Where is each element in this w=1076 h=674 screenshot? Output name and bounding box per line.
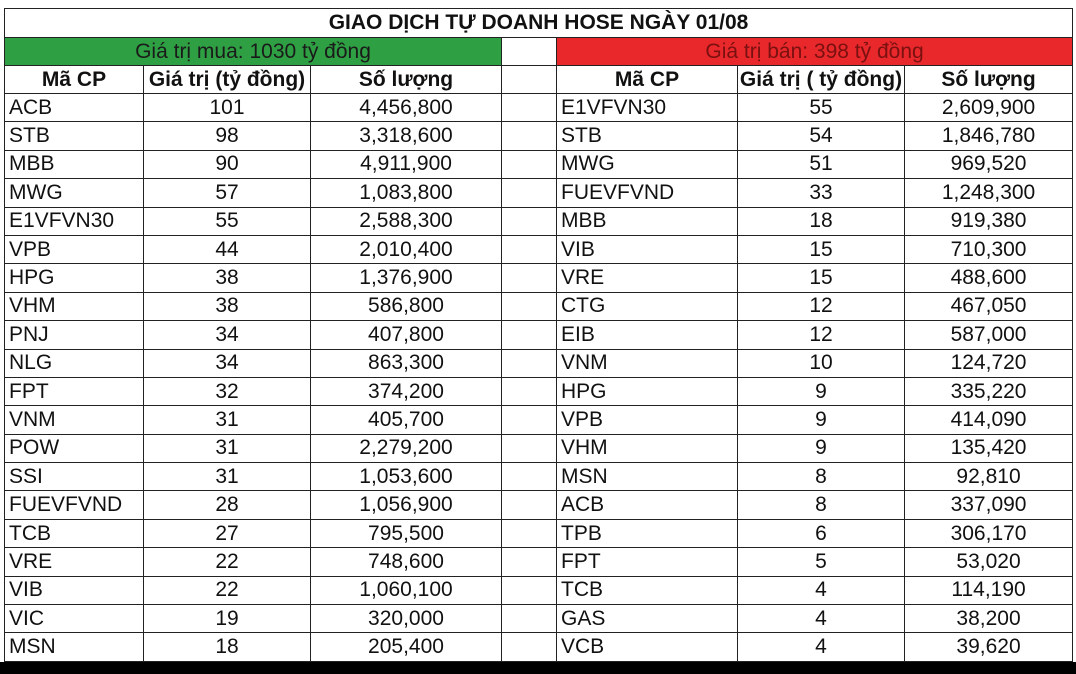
buy-qty-cell: 1,056,900 <box>311 491 502 519</box>
row-gap <box>502 292 557 320</box>
sell-qty-cell: 114,190 <box>905 576 1073 604</box>
sell-code-cell: VHM <box>557 434 738 462</box>
buy-qty-cell: 2,010,400 <box>311 235 502 263</box>
buy-code-cell: VIB <box>5 576 144 604</box>
buy-value-cell: 28 <box>144 491 311 519</box>
sell-summary: Giá trị bán: 398 tỷ đồng <box>557 38 1073 66</box>
sell-code-cell: VPB <box>557 406 738 434</box>
buy-code-cell: VNM <box>5 406 144 434</box>
table-row <box>5 605 1073 633</box>
sell-header-value: Giá trị ( tỷ đồng) <box>738 66 905 94</box>
row-gap <box>502 463 557 491</box>
buy-value-cell: 22 <box>144 548 311 576</box>
sell-value-cell: 4 <box>738 576 905 604</box>
table-row <box>5 349 1073 377</box>
sell-value-cell: 18 <box>738 207 905 235</box>
buy-summary: Giá trị mua: 1030 tỷ đồng <box>5 38 502 66</box>
sell-code-cell: VNM <box>557 349 738 377</box>
table-row <box>5 179 1073 207</box>
sell-code-cell: CTG <box>557 292 738 320</box>
buy-value-cell: 31 <box>144 406 311 434</box>
row-gap <box>502 349 557 377</box>
sell-value-cell: 55 <box>738 94 905 122</box>
sell-value-cell: 12 <box>738 292 905 320</box>
summary-row <box>5 38 1073 66</box>
table-row <box>5 207 1073 235</box>
sell-code-cell: TPB <box>557 519 738 547</box>
sell-value-cell: 12 <box>738 321 905 349</box>
table-row <box>5 122 1073 150</box>
sell-qty-cell: 38,200 <box>905 605 1073 633</box>
buy-code-cell: SSI <box>5 463 144 491</box>
buy-header-qty: Số lượng <box>311 66 502 94</box>
table-row <box>5 548 1073 576</box>
sell-qty-cell: 467,050 <box>905 292 1073 320</box>
row-gap <box>502 179 557 207</box>
table-row <box>5 377 1073 405</box>
sell-code-cell: FPT <box>557 548 738 576</box>
table-body <box>5 94 1073 662</box>
sell-value-cell: 54 <box>738 122 905 150</box>
buy-header-value: Giá trị (tỷ đồng) <box>144 66 311 94</box>
buy-value-cell: 22 <box>144 576 311 604</box>
table-row <box>5 633 1073 661</box>
summary-gap <box>502 38 557 66</box>
buy-qty-cell: 1,053,600 <box>311 463 502 491</box>
buy-code-cell: NLG <box>5 349 144 377</box>
sell-value-cell: 4 <box>738 605 905 633</box>
buy-qty-cell: 1,083,800 <box>311 179 502 207</box>
buy-value-cell: 98 <box>144 122 311 150</box>
buy-value-cell: 57 <box>144 179 311 207</box>
sell-code-cell: HPG <box>557 377 738 405</box>
row-gap <box>502 491 557 519</box>
row-gap <box>502 576 557 604</box>
buy-qty-cell: 374,200 <box>311 377 502 405</box>
buy-value-cell: 18 <box>144 633 311 661</box>
buy-qty-cell: 3,318,600 <box>311 122 502 150</box>
buy-code-cell: MBB <box>5 150 144 178</box>
row-gap <box>502 321 557 349</box>
sell-qty-cell: 919,380 <box>905 207 1073 235</box>
sell-code-cell: EIB <box>557 321 738 349</box>
row-gap <box>502 207 557 235</box>
sell-value-cell: 15 <box>738 235 905 263</box>
buy-value-cell: 90 <box>144 150 311 178</box>
row-gap <box>502 519 557 547</box>
buy-qty-cell: 586,800 <box>311 292 502 320</box>
row-gap <box>502 633 557 661</box>
sell-qty-cell: 335,220 <box>905 377 1073 405</box>
table-row <box>5 434 1073 462</box>
sell-qty-cell: 53,020 <box>905 548 1073 576</box>
row-gap <box>502 94 557 122</box>
row-gap <box>502 264 557 292</box>
row-gap <box>502 150 557 178</box>
sell-code-cell: E1VFVN30 <box>557 94 738 122</box>
buy-code-cell: FUEVFVND <box>5 491 144 519</box>
sell-value-cell: 51 <box>738 150 905 178</box>
sell-value-cell: 8 <box>738 463 905 491</box>
buy-code-cell: ACB <box>5 94 144 122</box>
sell-value-cell: 6 <box>738 519 905 547</box>
sell-qty-cell: 587,000 <box>905 321 1073 349</box>
sell-code-cell: VIB <box>557 235 738 263</box>
sell-qty-cell: 710,300 <box>905 235 1073 263</box>
column-header-row <box>5 66 1073 94</box>
sell-value-cell: 9 <box>738 406 905 434</box>
table-row <box>5 264 1073 292</box>
sell-qty-cell: 2,609,900 <box>905 94 1073 122</box>
sell-qty-cell: 135,420 <box>905 434 1073 462</box>
sell-code-cell: GAS <box>557 605 738 633</box>
sell-qty-cell: 39,620 <box>905 633 1073 661</box>
buy-value-cell: 44 <box>144 235 311 263</box>
sell-qty-cell: 337,090 <box>905 491 1073 519</box>
table-row <box>5 463 1073 491</box>
sell-code-cell: MBB <box>557 207 738 235</box>
table-row <box>5 94 1073 122</box>
buy-value-cell: 31 <box>144 434 311 462</box>
row-gap <box>502 122 557 150</box>
buy-code-cell: E1VFVN30 <box>5 207 144 235</box>
buy-qty-cell: 4,456,800 <box>311 94 502 122</box>
buy-value-cell: 32 <box>144 377 311 405</box>
sell-qty-cell: 1,248,300 <box>905 179 1073 207</box>
sell-qty-cell: 92,810 <box>905 463 1073 491</box>
sell-code-cell: VCB <box>557 633 738 661</box>
row-gap <box>502 377 557 405</box>
buy-code-cell: FPT <box>5 377 144 405</box>
table-row <box>5 321 1073 349</box>
sell-qty-cell: 969,520 <box>905 150 1073 178</box>
table-row <box>5 150 1073 178</box>
sell-code-cell: ACB <box>557 491 738 519</box>
sell-qty-cell: 306,170 <box>905 519 1073 547</box>
sell-code-cell: FUEVFVND <box>557 179 738 207</box>
sell-value-cell: 10 <box>738 349 905 377</box>
buy-value-cell: 38 <box>144 264 311 292</box>
buy-qty-cell: 320,000 <box>311 605 502 633</box>
table-row <box>5 235 1073 263</box>
buy-code-cell: TCB <box>5 519 144 547</box>
row-gap <box>502 548 557 576</box>
buy-qty-cell: 1,376,900 <box>311 264 502 292</box>
buy-code-cell: POW <box>5 434 144 462</box>
buy-qty-cell: 2,588,300 <box>311 207 502 235</box>
buy-code-cell: VHM <box>5 292 144 320</box>
buy-value-cell: 55 <box>144 207 311 235</box>
sell-code-cell: VRE <box>557 264 738 292</box>
sell-code-cell: MWG <box>557 150 738 178</box>
sell-value-cell: 5 <box>738 548 905 576</box>
buy-qty-cell: 1,060,100 <box>311 576 502 604</box>
buy-value-cell: 38 <box>144 292 311 320</box>
buy-qty-cell: 795,500 <box>311 519 502 547</box>
buy-code-cell: PNJ <box>5 321 144 349</box>
buy-value-cell: 31 <box>144 463 311 491</box>
sell-qty-cell: 124,720 <box>905 349 1073 377</box>
sell-code-cell: TCB <box>557 576 738 604</box>
table-row <box>5 519 1073 547</box>
bottom-border <box>0 662 1076 674</box>
buy-qty-cell: 405,700 <box>311 406 502 434</box>
buy-qty-cell: 2,279,200 <box>311 434 502 462</box>
table-row <box>5 576 1073 604</box>
sell-value-cell: 8 <box>738 491 905 519</box>
sell-value-cell: 15 <box>738 264 905 292</box>
buy-code-cell: VPB <box>5 235 144 263</box>
row-gap <box>502 434 557 462</box>
row-gap <box>502 406 557 434</box>
sell-code-cell: MSN <box>557 463 738 491</box>
sell-qty-cell: 488,600 <box>905 264 1073 292</box>
buy-value-cell: 34 <box>144 349 311 377</box>
table-row <box>5 292 1073 320</box>
buy-qty-cell: 863,300 <box>311 349 502 377</box>
sell-value-cell: 33 <box>738 179 905 207</box>
buy-qty-cell: 407,800 <box>311 321 502 349</box>
buy-value-cell: 101 <box>144 94 311 122</box>
header-gap <box>502 66 557 94</box>
buy-value-cell: 19 <box>144 605 311 633</box>
sell-qty-cell: 414,090 <box>905 406 1073 434</box>
buy-code-cell: MSN <box>5 633 144 661</box>
buy-code-cell: VIC <box>5 605 144 633</box>
table-row <box>5 406 1073 434</box>
proprietary-trading-table <box>4 8 1073 662</box>
sell-value-cell: 9 <box>738 434 905 462</box>
sell-code-cell: STB <box>557 122 738 150</box>
sell-header-qty: Số lượng <box>905 66 1073 94</box>
buy-header-code: Mã CP <box>5 66 144 94</box>
sell-qty-cell: 1,846,780 <box>905 122 1073 150</box>
buy-value-cell: 27 <box>144 519 311 547</box>
row-gap <box>502 605 557 633</box>
sell-header-code: Mã CP <box>557 66 738 94</box>
buy-value-cell: 34 <box>144 321 311 349</box>
buy-code-cell: VRE <box>5 548 144 576</box>
row-gap <box>502 235 557 263</box>
buy-code-cell: MWG <box>5 179 144 207</box>
buy-qty-cell: 4,911,900 <box>311 150 502 178</box>
buy-code-cell: STB <box>5 122 144 150</box>
table-title: GIAO DỊCH TỰ DOANH HOSE NGÀY 01/08 <box>5 9 1073 38</box>
buy-qty-cell: 748,600 <box>311 548 502 576</box>
title-row <box>5 9 1073 38</box>
buy-code-cell: HPG <box>5 264 144 292</box>
buy-qty-cell: 205,400 <box>311 633 502 661</box>
sell-value-cell: 4 <box>738 633 905 661</box>
sell-value-cell: 9 <box>738 377 905 405</box>
table-row <box>5 491 1073 519</box>
